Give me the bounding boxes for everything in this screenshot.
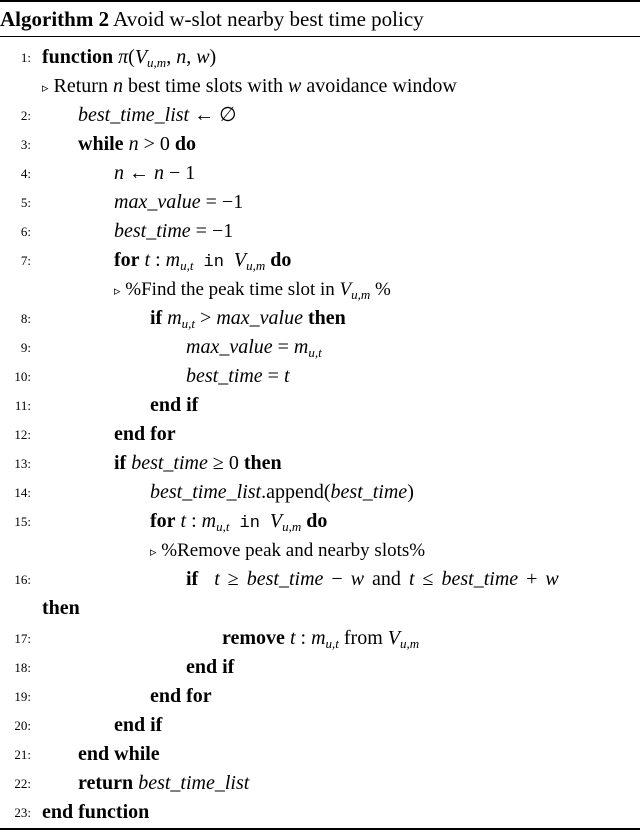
line-content: if t ≥ best_time − w and t ≤ best_time + w [186, 568, 559, 590]
algorithm-line [0, 798, 640, 827]
line-number: 15: [14, 514, 31, 529]
algorithm-line [0, 101, 640, 130]
algorithm-line [0, 478, 640, 507]
line-content: max_value = $m_{u,t}$ [186, 336, 322, 360]
algorithm-line [0, 624, 640, 653]
algorithm-line [0, 304, 640, 333]
line-number: 13: [14, 456, 31, 471]
line-content: n ← n − 1 [114, 162, 196, 184]
line-content: end while [78, 743, 160, 765]
line-content: ▹ Return n best time slots with w avoidance window [42, 75, 457, 97]
caption-rule [0, 36, 640, 37]
algorithm-line [0, 130, 640, 159]
line-number: 1: [20, 50, 31, 65]
line-number: 11: [14, 398, 31, 413]
algorithm-line [0, 711, 640, 740]
line-number: 22: [14, 776, 31, 791]
algorithm-line [0, 682, 640, 711]
line-content: best_time_list.append(best_time) [150, 481, 414, 503]
line-number: 9: [20, 340, 31, 355]
line-content: end function [42, 801, 150, 823]
line-content: end for [150, 685, 212, 707]
line-content: remove t : $m_{u,t}$ from $V_{u,m}$ [222, 627, 420, 651]
algorithm-line [0, 740, 640, 769]
algorithm-line [0, 43, 640, 72]
line-content: end if [114, 714, 163, 736]
algorithm-line [0, 246, 640, 275]
line-content: if $m_{u,t}$ > max_value then [150, 307, 346, 331]
line-number: 17: [14, 631, 31, 646]
line-content: for t : $m_{u,t}$ in $V_{u,m}$ do [150, 510, 328, 534]
algorithm-line [0, 188, 640, 217]
caption-title: Avoid w-slot nearby best time policy [113, 7, 424, 31]
line-number: 7: [20, 253, 31, 268]
line-number: 8: [20, 311, 31, 326]
line-content: ▹ %Find the peak time slot in $V_{u,m}$ % [114, 279, 391, 302]
line-number: 21: [14, 747, 31, 762]
line-content: function $\pi(V_{u,m}$, n, w) [42, 46, 217, 70]
algorithm-line [0, 420, 640, 449]
algorithm-line [0, 72, 640, 101]
bottom-rule [0, 828, 640, 830]
algorithm-caption [0, 3, 424, 35]
line-content: max_value = −1 [114, 191, 244, 213]
line-number: 18: [14, 660, 31, 675]
line-number: 14: [14, 485, 31, 500]
line-content: if best_time ≥ 0 then [114, 452, 282, 474]
line-number: 10: [14, 369, 31, 384]
algorithm-line [0, 217, 640, 246]
algorithm-line [0, 565, 640, 594]
line-number: 23: [14, 805, 31, 820]
line-content: ▹ %Remove peak and nearby slots% [150, 540, 426, 561]
caption-label: Algorithm 2 [0, 7, 110, 31]
algorithm-line [0, 507, 640, 536]
algorithm-line [0, 362, 640, 391]
line-content: best_time_list ← ∅ [78, 104, 237, 126]
line-number: 16: [14, 572, 31, 587]
algorithm-line [0, 333, 640, 362]
line-number: 2: [20, 108, 31, 123]
line-number: 12: [14, 427, 31, 442]
line-number: 3: [20, 137, 31, 152]
line-content: end if [150, 394, 199, 416]
line-content: best_time = −1 [114, 220, 234, 242]
algorithm-line [0, 275, 640, 304]
algorithm-line [0, 449, 640, 478]
line-content: while n > 0 do [78, 133, 196, 155]
line-content: then [42, 597, 80, 619]
line-number: 20: [14, 718, 31, 733]
line-number: 6: [20, 224, 31, 239]
line-content: end if [186, 656, 235, 678]
algorithm-line [0, 594, 640, 623]
top-rule [0, 0, 640, 2]
line-number: 4: [20, 166, 31, 181]
algorithm-line [0, 391, 640, 420]
algorithm-line [0, 536, 640, 565]
line-number: 5: [20, 195, 31, 210]
algorithm-line [0, 159, 640, 188]
line-content: return best_time_list [78, 772, 250, 794]
line-number: 19: [14, 689, 31, 704]
algorithm-line [0, 653, 640, 682]
line-content: for t : $m_{u,t}$ in $V_{u,m}$ do [114, 249, 292, 273]
algorithm-line [0, 769, 640, 798]
line-content: best_time = t [186, 365, 290, 387]
line-content: end for [114, 423, 176, 445]
